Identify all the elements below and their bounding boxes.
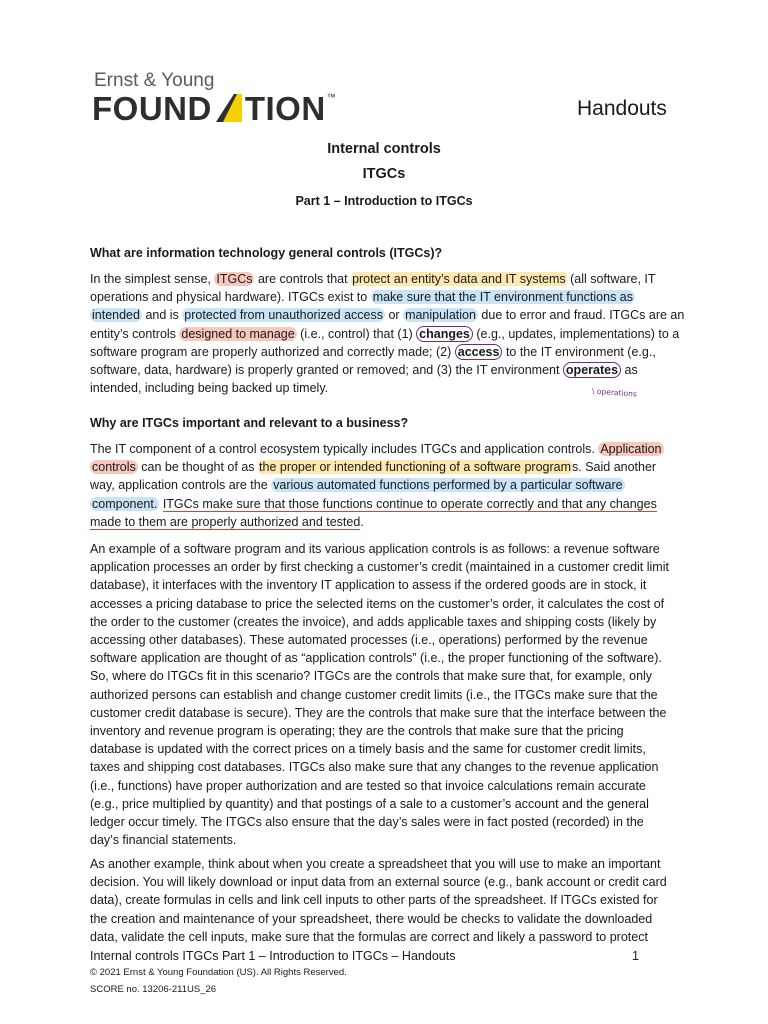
highlight-red: controls bbox=[92, 460, 136, 475]
circled-word: access bbox=[455, 344, 503, 360]
logo-foundation: FOUND TION ™ bbox=[92, 90, 337, 127]
handwritten-note: \ operations bbox=[591, 386, 638, 399]
page-title: Internal controls bbox=[327, 141, 441, 157]
circled-word: changes bbox=[416, 326, 473, 342]
paragraph-spreadsheet-example: As another example, think about when you create a spreadsheet that you will use to make an important decision. You will likely download or input data from an external source (e.g., bank account or credit card data), create formulas in cells and link cell inputs to other parts of the spreadsheet. If ITGCs existed for the creation and maintenance of your spreadsheet, there would be checks to validate the downloaded data, validate the cell inputs, make sure that the formulas are correct and likely a password to protect bbox=[90, 857, 667, 944]
highlight-blue: component. bbox=[92, 496, 158, 511]
highlight-yellow: the proper or intended functioning of a software program bbox=[259, 460, 572, 475]
highlight-red: ITGCs bbox=[216, 272, 253, 286]
highlight-red: designed to manage bbox=[181, 326, 295, 341]
score-number: SCORE no. 13206-211US_26 bbox=[90, 984, 217, 995]
highlight-blue: various automated functions performed by a particular software bbox=[273, 478, 623, 493]
section-label: Handouts bbox=[577, 97, 667, 120]
underline-red: made to them are properly authorized and tested bbox=[90, 514, 361, 529]
highlight-blue: make sure that the IT environment functions as bbox=[372, 290, 634, 305]
highlight-red: Application bbox=[600, 442, 662, 456]
paragraph-itgc-importance: The IT component of a control ecosystem typically includes ITGCs and application controls. Application controls can be thought of as the proper or intended functioning of a software programs. Said another way, application controls are the various automated functions performed by a particular software component. ITGCs make sure that those functions continue to operate correctly and that any changes made to them are properly authorized and tested. bbox=[90, 442, 662, 529]
page-subtitle: ITGCs bbox=[362, 166, 406, 182]
heading-why-itgcs: Why are ITGCs important and relevant to a business? bbox=[90, 416, 409, 430]
heading-what-are-itgcs: What are information technology general controls (ITGCs)? bbox=[90, 246, 443, 260]
paragraph-itgc-definition: In the simplest sense, ITGCs are controls that protect an entity’s data and IT systems (all software, IT operations and physical hardware). ITGCs exist to make sure that the IT environment functions as intended and is protected from unauthorized access or manipulation due to error and fraud. ITGCs are an entity’s controls designed to manage (i.e., control) that (1) changes (e.g., updates, implementations) to a software program are properly authorized and correctly made; (2) access to the IT environment (e.g., software, data, hardware) is properly granted or removed; and (3) the IT environment operates as intended, including being backed up timely. bbox=[90, 272, 685, 396]
paragraph-application-example: An example of a software program and its various application controls is as follows: a revenue software application processes an order by first checking a customer’s credit (maintained in a customer credit limit database), it interfaces with the inventory IT application to assess if the ordered goods are in stock, it accesses a pricing database to price the selected items on the customer’s order, it calculates the cost of the order to the customer (creates the invoice), and adds applicable taxes and shipping costs (likely by accessing other databases). These automated processes (i.e., operations) performed by the revenue software application are thought of as “application controls” (i.e., the proper functioning of the software). So, where do ITGCs fit in this scenario? ITGCs are the controls that make sure that, for example, only authorized persons can establish and change customer credit limits (i.e., the ITGCs make sure that the customer credit database is secure). They are the controls that make sure that the interface between the inventory and revenue program is operating; they are the controls that make sure that the pricing database is updated with the correct prices on a timely basis and the same for customer credit limits, taxes and shipping cost databases. ITGCs also make sure that any changes to the revenue application (i.e., functions) have proper authorization and are tested so that invoice calculations remain accurate (e.g., price multiplied by quantity) and that postings of a sale to a customer’s account and the general ledger occur timely. The ITGCs also ensure that the day’s sales were in fact posted (recorded) in the day’s financial statements. bbox=[90, 542, 669, 848]
part-title: Part 1 – Introduction to ITGCs bbox=[295, 194, 473, 208]
footer-doc-title: Internal controls ITGCs Part 1 – Introduction to ITGCs – Handouts bbox=[90, 949, 456, 963]
page-number: 1 bbox=[632, 949, 639, 963]
circled-word: operates bbox=[563, 362, 621, 378]
highlight-yellow: protect an entity’s data and IT systems bbox=[352, 272, 566, 286]
underline-red: ITGCs make sure that those functions continue to operate correctly and that any changes bbox=[162, 496, 657, 511]
ey-foundation-logo bbox=[92, 70, 352, 126]
highlight-blue: manipulation bbox=[405, 308, 476, 323]
logo-ernst-young: Ernst & Young bbox=[94, 70, 215, 91]
highlight-blue: intended bbox=[92, 308, 140, 323]
copyright: © 2021 Ernst & Young Foundation (US). All Rights Reserved. bbox=[90, 967, 347, 978]
highlight-blue: protected from unauthorized access bbox=[184, 308, 383, 323]
logo-triangle-icon bbox=[214, 94, 244, 122]
